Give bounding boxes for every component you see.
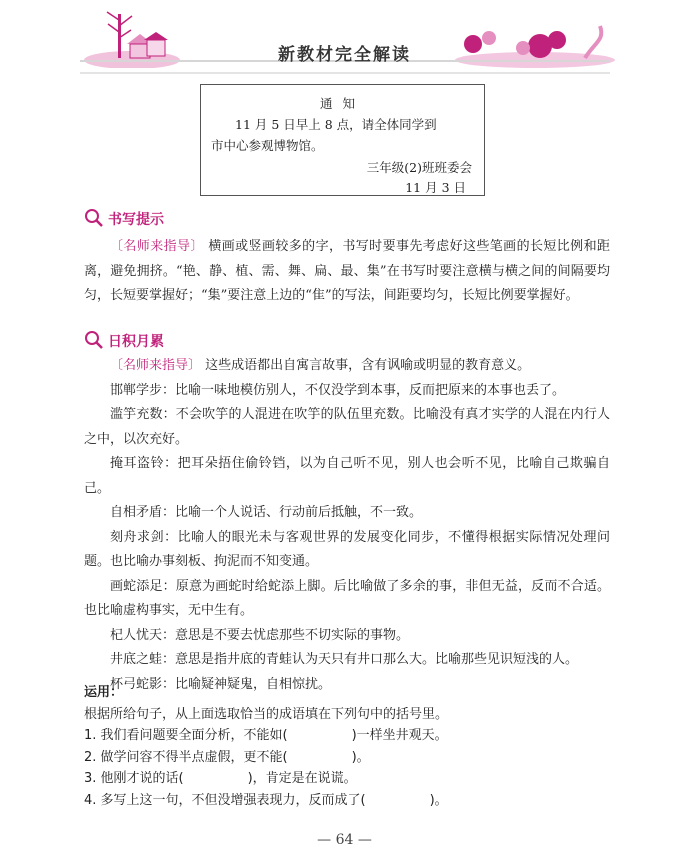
exercise-question: 3. 他刚才说的话( )，肯定是在说谎。 <box>84 771 357 786</box>
page-header <box>0 0 689 78</box>
notice-date: 11 月 3 日 <box>405 180 466 195</box>
teacher-guide-tag: 〔名师来指导〕 <box>110 358 202 373</box>
section-writing-tips-heading: 书写提示 <box>84 208 164 232</box>
page-number: — 64 — <box>317 832 372 848</box>
idiom-entry: 刻舟求剑：比喻人的眼光未与客观世界的发展变化同步，不懂得根据实际情况处理问题。也比喻办事刻板、拘泥而不知变通。 <box>84 529 610 569</box>
usage-instruction: 根据所给句子，从上面选取恰当的成语填在下列句中的括号里。 <box>84 706 449 722</box>
notice-line: 11 月 5 日早上 8 点，请全体同学到 <box>235 117 437 132</box>
section-accumulation-heading: 日积月累 <box>84 330 164 354</box>
idiom-entry: 井底之蛙：意思是指井底的青蛙认为天只有井口那么大。比喻那些见识短浅的人。 <box>110 652 579 667</box>
notice-box <box>200 84 485 196</box>
header-title: 新教材完全解读 <box>278 45 411 65</box>
idiom-entry: 掩耳盗铃：把耳朵捂住偷铃铛，以为自己听不见，别人也会听不见，比喻自己欺骗自己。 <box>84 456 610 496</box>
exercise-question: 2. 做学问容不得半点虚假，更不能( )。 <box>84 749 370 765</box>
idiom-entry: 滥竽充数：不会吹竽的人混进在吹竽的队伍里充数。比喻没有真才实学的人混在内行人之中，以次充好。 <box>84 407 610 447</box>
notice-title: 通知 <box>319 96 365 111</box>
idiom-entry: 邯郸学步：比喻一味地模仿别人，不仅没学到本事，反而把原来的本事也丢了。 <box>110 382 566 398</box>
idiom-entry: 杯弓蛇影：比喻疑神疑鬼，自相惊扰。 <box>110 676 332 692</box>
usage-label: 运用： <box>84 685 124 700</box>
usage-exercise <box>84 682 610 811</box>
exercise-question: 4. 多写上这一句，不但没增强表现力，反而成了( )。 <box>84 792 448 808</box>
idiom-entry: 杞人忧天：意思是不要去忧虑那些不切实际的事物。 <box>110 627 410 643</box>
idioms-section: 〔名师来指导〕 这些成语都出自寓言故事，含有讽喻或明显的教育意义。 邯郸学步：比喻一味地模仿别人，不仅没学到本事，反而把原来的本事也丢了。 滥竽充数：不会吹竽的人混进在吹竽的队伍里充数。比喻没有真才实学的人混在内行人之中，以次充好。 掩耳盗铃：把耳朵捂住偷铃铛，以为自己听不见，别人也会听不见，比喻自己欺骗自己。 自相矛盾：比喻一个人说话、行动前后抵触，不一致。 刻舟求剑：比喻人的眼光未与客观世界的发展变化同步，不懂得根据实际情况处理问题。也比喻办事刻板、拘泥而不知变通。 画蛇添足：原意为画蛇时给蛇添上脚。后比喻做了多余的事，非但无益，反而不合适。也比喻虚构事实，无中生有。 杞人忧天：意思是不要去忧虑那些不切实际的事物。 井底之蛙：意思是指井底的青蛙认为天只有井口那么大。比喻那些见识短浅的人。 杯弓蛇影：比喻疑神疑鬼，自相惊扰。 <box>84 354 610 697</box>
teacher-guide-tag: 〔名师来指导〕 <box>110 239 204 254</box>
idiom-entry: 自相矛盾：比喻一个人说话、行动前后抵触，不一致。 <box>110 505 423 520</box>
magnifier-icon <box>84 208 104 232</box>
writing-tips-paragraph: 〔名师来指导〕 横画或竖画较多的字，书写时要事先考虑好这些笔画的长短比例和距离，避免拥挤。“艳、静、植、需、舞、扁、最、集”在书写时要注意横与横之间的间隔要均匀，长短要掌握好；“集”要注意上边的“隹”的写法，间距要均匀，长短比例要掌握好。 <box>84 239 610 303</box>
magnifier-icon <box>84 330 104 354</box>
notice-signature: 三年级(2)班班委会 <box>366 160 472 175</box>
notice-line: 市中心参观博物馆。 <box>211 138 324 153</box>
idiom-entry: 画蛇添足：原意为画蛇时给蛇添上脚。后比喻做了多余的事，非但无益，反而不合适。也比喻虚构事实，无中生有。 <box>84 578 610 618</box>
exercise-question: 1. 我们看问题要全面分析，不能如( )一样坐井观天。 <box>84 728 448 743</box>
